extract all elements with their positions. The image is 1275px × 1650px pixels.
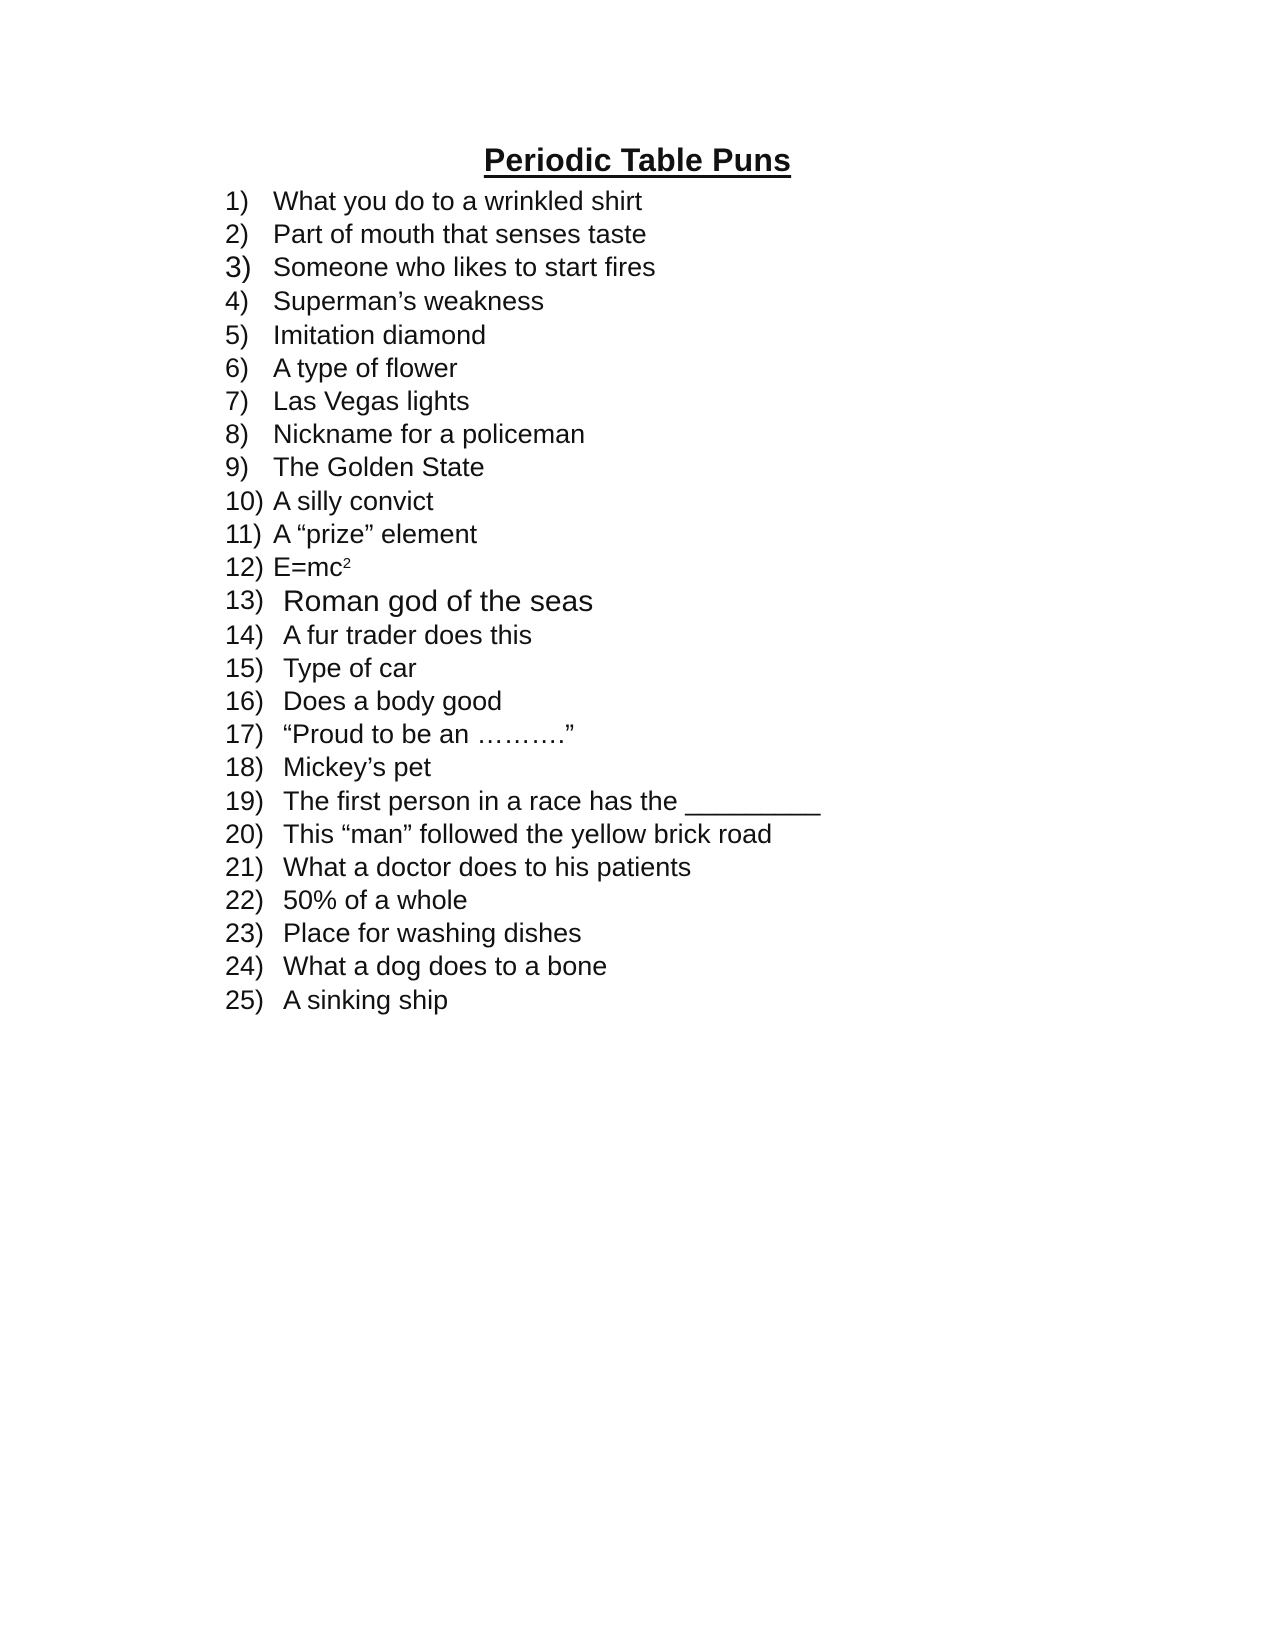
item-text: What a dog does to a bone [283,951,608,982]
list-item [225,185,1125,218]
formula-text: E=mc [273,551,343,582]
item-number: 7) [225,385,250,416]
item-text: Roman god of the seas [283,585,594,619]
item-text: What a doctor does to his patients [283,851,692,882]
item-text: The Golden State [273,452,485,483]
item-number: 4) [225,286,250,317]
item-text: A sinking ship [283,984,449,1015]
list-item [225,218,1125,251]
item-text: Type of car [283,652,417,683]
list-item [225,917,1125,950]
item-text: This “man” followed the yellow brick road [283,818,773,849]
item-number: 23) [225,918,265,949]
item-text: What you do to a wrinkled shirt [273,186,643,216]
list-item [225,518,1125,551]
list-item [225,851,1125,884]
list-item [225,285,1125,318]
question-list [225,185,1125,1017]
list-item [225,551,1125,584]
item-number: 9) [225,452,250,483]
item-number: 14) [225,619,265,650]
list-item [225,619,1125,652]
item-number: 15) [225,652,265,683]
item-number: 25) [225,984,265,1015]
formula-superscript: 2 [342,554,352,572]
list-item [225,418,1125,451]
list-item [225,251,1125,285]
item-number: 22) [225,885,265,916]
item-number: 8) [225,419,250,450]
item-number: 13) [225,585,265,616]
list-item [225,884,1125,917]
item-number: 5) [225,319,250,350]
item-number: 17) [225,719,265,750]
list-item [225,950,1125,983]
item-text: Someone who likes to start fires [273,252,656,283]
item-text: Does a body good [283,685,503,716]
item-number: 20) [225,818,265,849]
item-number: 10) [225,485,265,516]
item-text: “Proud to be an ……….” [283,719,575,750]
list-item [225,485,1125,518]
list-item [225,718,1125,751]
item-text: The first person in a race has the _________ [283,785,821,816]
item-text: Mickey’s pet [283,752,432,783]
item-number: 1) [225,186,250,216]
item-number: 11) [225,518,263,549]
item-number: 2) [225,219,250,250]
item-text: A silly convict [273,485,434,516]
list-item [225,685,1125,718]
item-text: Place for washing dishes [283,918,582,949]
item-number: 12) [225,551,265,582]
item-text: Imitation diamond [273,319,487,350]
item-number: 3) [225,251,252,285]
item-text: Las Vegas lights [273,385,470,416]
item-text: A fur trader does this [283,619,533,650]
list-item [225,584,1125,619]
list-item [225,652,1125,685]
list-item [225,319,1125,352]
list-item [225,751,1125,784]
page-title: Periodic Table Puns [483,142,792,178]
item-text: A “prize” element [273,518,478,549]
list-item [225,984,1125,1017]
item-text: Nickname for a policeman [273,419,586,450]
item-text: 50% of a whole [283,885,468,916]
list-item [225,385,1125,418]
list-item [225,785,1125,818]
item-number: 18) [225,752,265,783]
list-item [225,818,1125,851]
item-number: 6) [225,352,250,383]
item-number: 16) [225,685,265,716]
item-number: 19) [225,785,265,816]
item-text: Part of mouth that senses taste [273,219,647,250]
item-number: 24) [225,951,265,982]
list-item [225,352,1125,385]
list-item [225,451,1125,484]
item-text: Superman’s weakness [273,286,545,317]
item-text: A type of flower [273,352,458,383]
item-text [273,551,351,584]
item-number: 21) [225,851,265,882]
